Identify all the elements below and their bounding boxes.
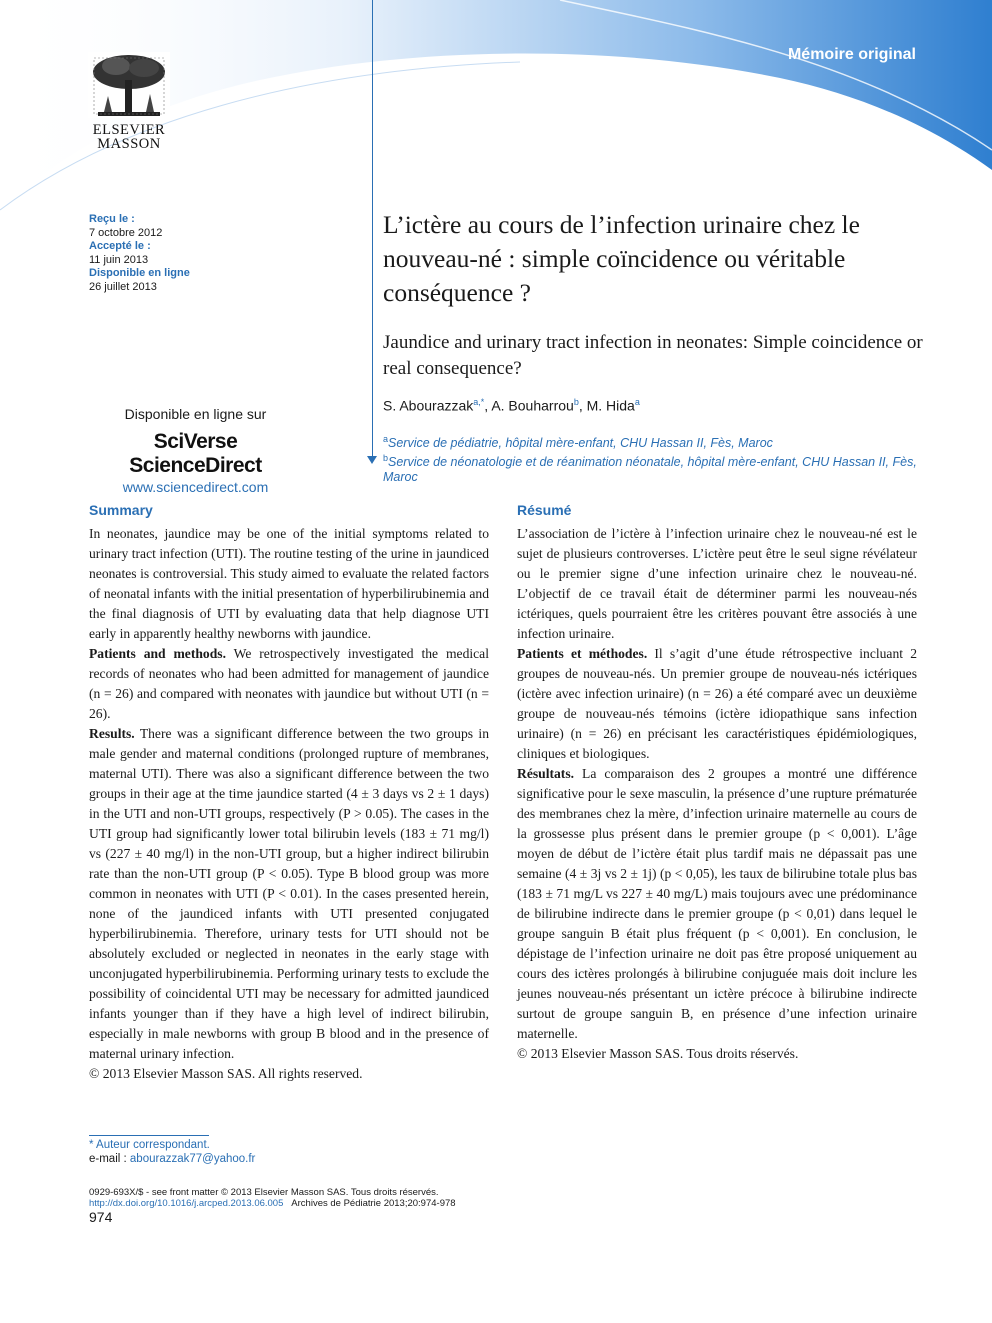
vertical-divider	[372, 0, 373, 460]
article-title-fr: L’ictère au cours de l’infection urinaire chez le nouveau-né : simple coïncidence ou véritable conséquence ?	[383, 210, 860, 307]
doi-link[interactable]: http://dx.doi.org/10.1016/j.arcped.2013.06.005	[89, 1198, 284, 1209]
availability-label: Disponible en ligne sur	[124, 406, 267, 422]
summary-column	[89, 500, 489, 1084]
accepted-date: 11 juin 2013	[89, 253, 149, 266]
footnote-rule	[89, 1135, 209, 1136]
resume-results	[517, 764, 917, 1044]
resume-copyright: © 2013 Elsevier Masson SAS. Tous droits réservés.	[517, 1046, 799, 1061]
article-history	[89, 213, 190, 294]
resume-methods-label: Patients et méthodes.	[517, 646, 648, 661]
affiliation-marker: b	[383, 453, 389, 464]
online-label: Disponible en ligne	[89, 267, 190, 279]
resume-results-label: Résultats.	[517, 766, 575, 781]
section-label: Mémoire original	[787, 46, 916, 63]
author-separator: ,	[484, 397, 492, 414]
doi-line	[89, 1198, 456, 1209]
issn-line: 0929-693X/$ - see front matter © 2013 Elsevier Masson SAS. Tous droits réservés.	[89, 1187, 439, 1198]
affiliation-item	[383, 451, 923, 485]
email-line	[89, 1152, 255, 1166]
page-number: 974	[89, 1209, 113, 1225]
summary-results-text: There was a significant difference between the two groups in male gender and maternal conditions (prolonged rupture of membranes, maternal UTI). There was also a significant difference between the two groups in their age at the time jaundice started (4 ± 3 days vs 2 ± 1 days) in the UTI and non-UTI groups, respectively (P > 0.05). The cases in the UTI group had significantly lower total bilirubin levels (183 ± 71 mg/l) vs (227 ± 40 mg/l) in the non-UTI group, but a higher indirect bilirubin rate than the non-UTI group (P < 0.05). Type B blood group was more common in neonates with UTI (P < 0.01). In the cases presented herein, none of the jaundiced infants with UTI presented conjugated hyperbilirubinemia. Therefore, urinary tests for UTI should not be absolutely excluded or neglected in neonates in the early stage with unconjugated hyperbilirubinemia. Performing urinary tests to exclude the possibility of coincidental UTI may be necessary for admitted jaundiced infants younger than if they have a high level of indirect bilirubin, especially in male newborns with group B blood and in the presence of maternal urinary infection.	[89, 726, 489, 1061]
publisher-line2: MASSON	[97, 136, 161, 152]
arrow-down-icon	[367, 456, 377, 464]
corresponding-author-label: * Auteur correspondant.	[89, 1139, 210, 1151]
sciencedirect-link[interactable]: www.sciencedirect.com	[122, 479, 269, 495]
author-name: A. Bouharrou	[491, 397, 574, 414]
resume-methods	[517, 644, 917, 764]
summary-methods-text: We retrospectively investigated the medical records of neonates who had been admitted for management of jaundice (n = 26) and compared with neonates with jaundice but without UTI (n = 26).	[89, 646, 489, 721]
summary-results-label: Results.	[89, 726, 135, 741]
elsevier-logo	[88, 52, 170, 151]
summary-heading: Summary	[89, 502, 153, 518]
affiliation-marker: a	[383, 434, 389, 444]
author-list	[383, 397, 640, 414]
article-title-en: Jaundice and urinary tract infection in neonates: Simple coincidence or real consequence?	[383, 332, 923, 379]
summary-results	[89, 724, 489, 1064]
resume-column	[517, 500, 917, 1064]
affiliation-item	[383, 432, 923, 451]
summary-methods	[89, 644, 489, 724]
received-label: Reçu le :	[89, 213, 135, 225]
summary-methods-label: Patients and methods.	[89, 646, 226, 661]
affiliation-text: Service de pédiatrie, hôpital mère-enfant, CHU Hassan II, Fès, Maroc	[388, 436, 773, 451]
resume-results-text: La comparaison des 2 groupes a montré une différence significative pour le sexe masculin, la présence d’une rupture prématurée des membranes chez la mère, d’infection urinaire maternelle au cours de la grossesse plus présent dans le premier groupe (p < 0,001). L’âge moyen de début de l’ictère était plus tardif mais ne dépassait pas une semaine (4 ± 3j vs 2 ± 1j) (p < 0,05), les taux de bilirubine totale plus bas (183 ± 71 mg/L vs 227 ± 40 mg/L) mais toujours avec une prédominance de bilirubine indirecte dans le premier groupe (p < 0,01) dans lequel le groupe sanguin B était plus fréquent (p < 0,001). En conclusion, le dépistage de l’infection urinaire ne doit pas être proposé uniquement au cours des ictères prolongés à bilirubine conjuguée mais doit inclure les jeunes nouveau-nés présentant un ictère précoce à bilirubine indirecte surtout de groupe sanguin B, en présence d’une infection urinaire maternelle.	[517, 766, 917, 1041]
affiliation-text: Service de néonatologie et de réanimation néonatale, hôpital mère-enfant, CHU Hassan II, Fès, Maroc	[383, 455, 917, 485]
received-date: 7 octobre 2012	[89, 226, 163, 239]
article-identifiers	[89, 1187, 456, 1209]
author-name: S. Abourazzak	[383, 397, 474, 414]
resume-intro: L’association de l’ictère à l’infection urinaire chez le nouveau-né est le sujet de plusieurs controverses. L’ictère peut être le seul signe révélateur ou le premier signe d’une infection urinaire chez le nouveau-né. L’objectif de ce travail était de déterminer parmi les nouveau-nés ictériques, quels pourraient être les critères pouvant être associés à une infection urinaire.	[517, 526, 917, 641]
availability-block	[89, 406, 302, 495]
sciencedirect-brand: SciVerse ScienceDirect	[129, 430, 262, 477]
author-affiliation-marker[interactable]: a,*	[473, 397, 485, 407]
author-name: M. Hida	[586, 397, 635, 414]
publisher-line1: ELSEVIER	[92, 122, 166, 138]
email-label: e-mail :	[89, 1153, 130, 1165]
accepted-label: Accepté le :	[89, 240, 151, 252]
affiliation-list	[383, 432, 923, 485]
footnote	[89, 1138, 255, 1166]
tree-logo-icon	[88, 52, 170, 118]
summary-copyright: © 2013 Elsevier Masson SAS. All rights reserved.	[89, 1066, 363, 1081]
email-link[interactable]: abourazzak77@yahoo.fr	[129, 1153, 256, 1165]
author-affiliation-marker[interactable]: b	[573, 397, 579, 407]
summary-intro: In neonates, jaundice may be one of the initial symptoms related to urinary tract infection (UTI). The routine testing of the urine in jaundiced neonates is controversial. This study aimed to evaluate the related factors of neonatal infants with the initial presentation of hyperbilirubinemia and the final diagnosis of UTI by evaluating data that help diagnose UTI early in apparently healthy newborns with jaundice.	[89, 526, 489, 641]
resume-heading: Résumé	[517, 502, 572, 518]
journal-reference: Archives de Pédiatrie 2013;20:974-978	[291, 1198, 456, 1209]
resume-methods-text: Il s’agit d’une étude rétrospective incluant 2 groupes de nouveau-nés. Un premier groupe de nouveau-nés ictériques (ictère avec infection urinaire) (n = 26) a été comparé avec un deuxième groupe de nouveau-nés témoins (ictère idiopathique sans infection urinaire) (n = 26) en précisant les caractéristiques épidémiologiques, cliniques et biologiques.	[517, 646, 917, 761]
author-affiliation-marker[interactable]: a	[634, 397, 640, 407]
online-date: 26 juillet 2013	[89, 280, 157, 293]
author-separator: ,	[578, 397, 587, 414]
